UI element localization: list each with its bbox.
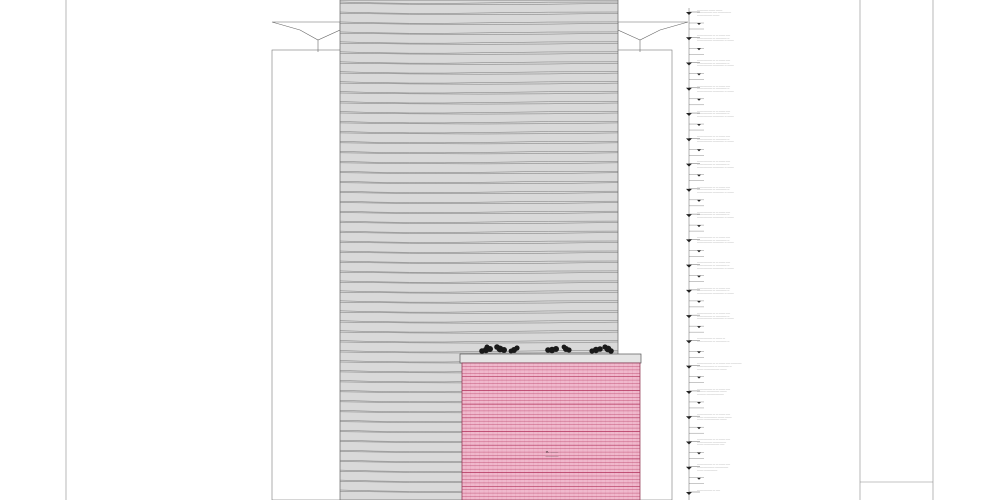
annotation-text: ——————— ————— — ——— (697, 166, 734, 169)
annotation-text: ——————— — — ——— —— (697, 413, 731, 416)
level-marker-icon (686, 315, 692, 318)
level-marker-icon (697, 377, 701, 379)
annotation-text: ——————— ————— — ——— (697, 90, 734, 93)
level-marker-icon (686, 88, 692, 91)
level-marker-icon (697, 74, 701, 76)
annotation-text: ——————— ————— — ——— (697, 40, 734, 42)
level-marker-icon (697, 351, 701, 353)
annotation-text: ——————— — ————— — (697, 315, 730, 318)
level-annotation (686, 35, 735, 54)
annotation-text: ——————— — — ——— —— (697, 34, 731, 37)
annotation-text: ——————— — —— (697, 489, 721, 492)
level-annotation (686, 161, 735, 180)
annotation-text: ——————— — ————— — (697, 87, 730, 90)
level-annotation (686, 313, 735, 332)
annotation-text: ——————— — — ——— —— (697, 60, 731, 62)
annotation-text: ——————— — — ——— —— (697, 186, 731, 189)
level-marker-icon (697, 175, 701, 177)
level-annotation (686, 60, 735, 80)
level-marker-icon (686, 164, 692, 167)
annotation-text: ——————— — ————— — (697, 239, 730, 242)
level-annotation (686, 363, 742, 382)
level-annotation (686, 111, 735, 130)
level-marker-icon (697, 301, 701, 303)
level-marker-icon (686, 290, 692, 293)
podium-center-label-1: PL. ——— (545, 451, 559, 454)
level-annotation (686, 186, 735, 206)
annotation-text: ——————— — ——— — (697, 337, 726, 340)
level-marker-icon (686, 416, 692, 419)
annotation-text: ——————— ————— — ——— (697, 242, 734, 245)
level-marker-icon (697, 402, 701, 404)
annotation-text: ——————— — — ——— —— (697, 287, 731, 290)
annotation-text: ——————— — — ——— —— (697, 110, 731, 113)
annotation-text: ——— —————— (697, 469, 718, 472)
annotation-text: ————— ——— ——— (697, 9, 723, 12)
annotation-text: ——————— ————— — ——— (697, 267, 734, 270)
annotation-text: ——— ——————— —— (697, 444, 725, 447)
annotation-text: ——————— — ————— — (697, 188, 730, 191)
level-marker-icon (686, 239, 692, 242)
annotation-text: ——————— — — ——— —— (697, 312, 731, 315)
annotation-text: ——————— — ————— — (697, 113, 730, 116)
level-marker-icon (686, 214, 692, 217)
level-annotation (686, 136, 735, 156)
level-annotation (686, 338, 730, 358)
annotation-text: ——————— — — ——— —— (697, 135, 731, 138)
annotation-text: ——————— — — ——— —— (697, 439, 731, 441)
annotation-text: ——————— — — ——— —— (697, 85, 731, 88)
annotation-text: ——————— ————— — ——— (697, 191, 734, 194)
level-annotation (686, 490, 721, 500)
annotation-text: ——————— ————— — ——— (697, 65, 734, 68)
level-annotation (686, 85, 735, 104)
annotation-text: ——————— — — ——— —— (697, 236, 731, 239)
level-annotations (686, 10, 742, 500)
level-marker-icon (697, 48, 701, 50)
level-marker-icon (686, 265, 692, 268)
annotation-text: ——————— — ————— — (697, 214, 730, 217)
level-annotation (686, 287, 735, 306)
level-marker-icon (686, 467, 692, 470)
level-marker-icon (697, 149, 701, 151)
annotation-text: ——————— ——— (697, 14, 720, 17)
level-marker-icon (697, 326, 701, 328)
level-marker-icon (697, 23, 701, 25)
level-marker-icon (697, 99, 701, 101)
annotation-text: ——————— — — ——— —— (697, 388, 731, 391)
level-marker-icon (686, 492, 692, 495)
annotation-text: ——————— — ————— — (697, 290, 730, 292)
level-marker-icon (697, 478, 701, 480)
level-marker-icon (686, 391, 692, 394)
level-annotation (686, 439, 731, 458)
annotation-text: ———————— — ————— — (697, 365, 732, 368)
annotation-text: ———— ———————— (697, 393, 724, 396)
annotation-text: ———— —————— ——— (697, 391, 727, 393)
level-marker-icon (697, 124, 701, 126)
level-marker-icon (697, 250, 701, 252)
level-annotation (686, 237, 735, 256)
level-marker-icon (686, 12, 692, 15)
level-marker-icon (697, 427, 701, 429)
level-marker-icon (686, 366, 692, 369)
annotation-text: ——————— — ————— — (697, 163, 730, 166)
level-marker-icon (686, 340, 692, 343)
level-marker-icon (697, 452, 701, 454)
annotation-text: ——————— — — ——— —— (697, 161, 731, 164)
level-annotation (686, 212, 735, 232)
level-marker-icon (697, 225, 701, 227)
podium-block (460, 354, 641, 500)
level-marker-icon (686, 441, 692, 444)
annotation-text: ———————— —————— (697, 466, 729, 469)
podium-roof-slab (460, 354, 641, 363)
level-marker-icon (686, 63, 692, 66)
annotation-text: ——— ——————— ——— (697, 418, 727, 421)
level-marker-icon (697, 276, 701, 278)
annotation-text: ——————— — ————— — (697, 340, 730, 343)
annotation-text: ——————— ————— — ——— (697, 292, 734, 295)
annotation-text: ——————— — — ——— —— ————— (697, 363, 742, 366)
annotation-text: ——————— —————— (697, 441, 727, 444)
annotation-text: ——————— ————— — ——— (697, 141, 734, 143)
level-annotation (686, 262, 735, 282)
annotation-text: ——————— — ————— — (697, 138, 730, 141)
level-marker-icon (686, 37, 692, 40)
level-annotation (686, 464, 731, 484)
level-marker-icon (686, 138, 692, 141)
level-annotation (686, 388, 731, 408)
annotation-text: ——————— — ————— — (697, 264, 730, 267)
annotation-text: ——————— ————— — ——— (697, 216, 734, 219)
level-marker-icon (686, 113, 692, 116)
annotation-text: ——————— — ————— — (697, 37, 730, 40)
annotation-text: ——————— — — ——— —— (697, 262, 731, 265)
level-annotation (686, 414, 732, 434)
level-marker-icon (697, 200, 701, 202)
annotation-text: ——————— —— —————— (697, 12, 732, 15)
annotation-text: ——— —————— ——— ——— (697, 416, 732, 419)
annotation-text: ——— ——————— ——— (697, 368, 727, 371)
annotation-text: ——————— ————— — ——— (697, 115, 734, 118)
podium-center-label-2: ————— (545, 455, 559, 458)
level-marker-icon (686, 189, 692, 192)
annotation-text: ——————— — ————— — (697, 62, 730, 65)
level-annotation (686, 10, 732, 30)
annotation-text: ——————— — — ——— —— (697, 211, 731, 214)
annotation-text: ——————— — — ——— —— (697, 464, 731, 467)
annotation-text: ——————— ————— — ——— (697, 317, 734, 320)
